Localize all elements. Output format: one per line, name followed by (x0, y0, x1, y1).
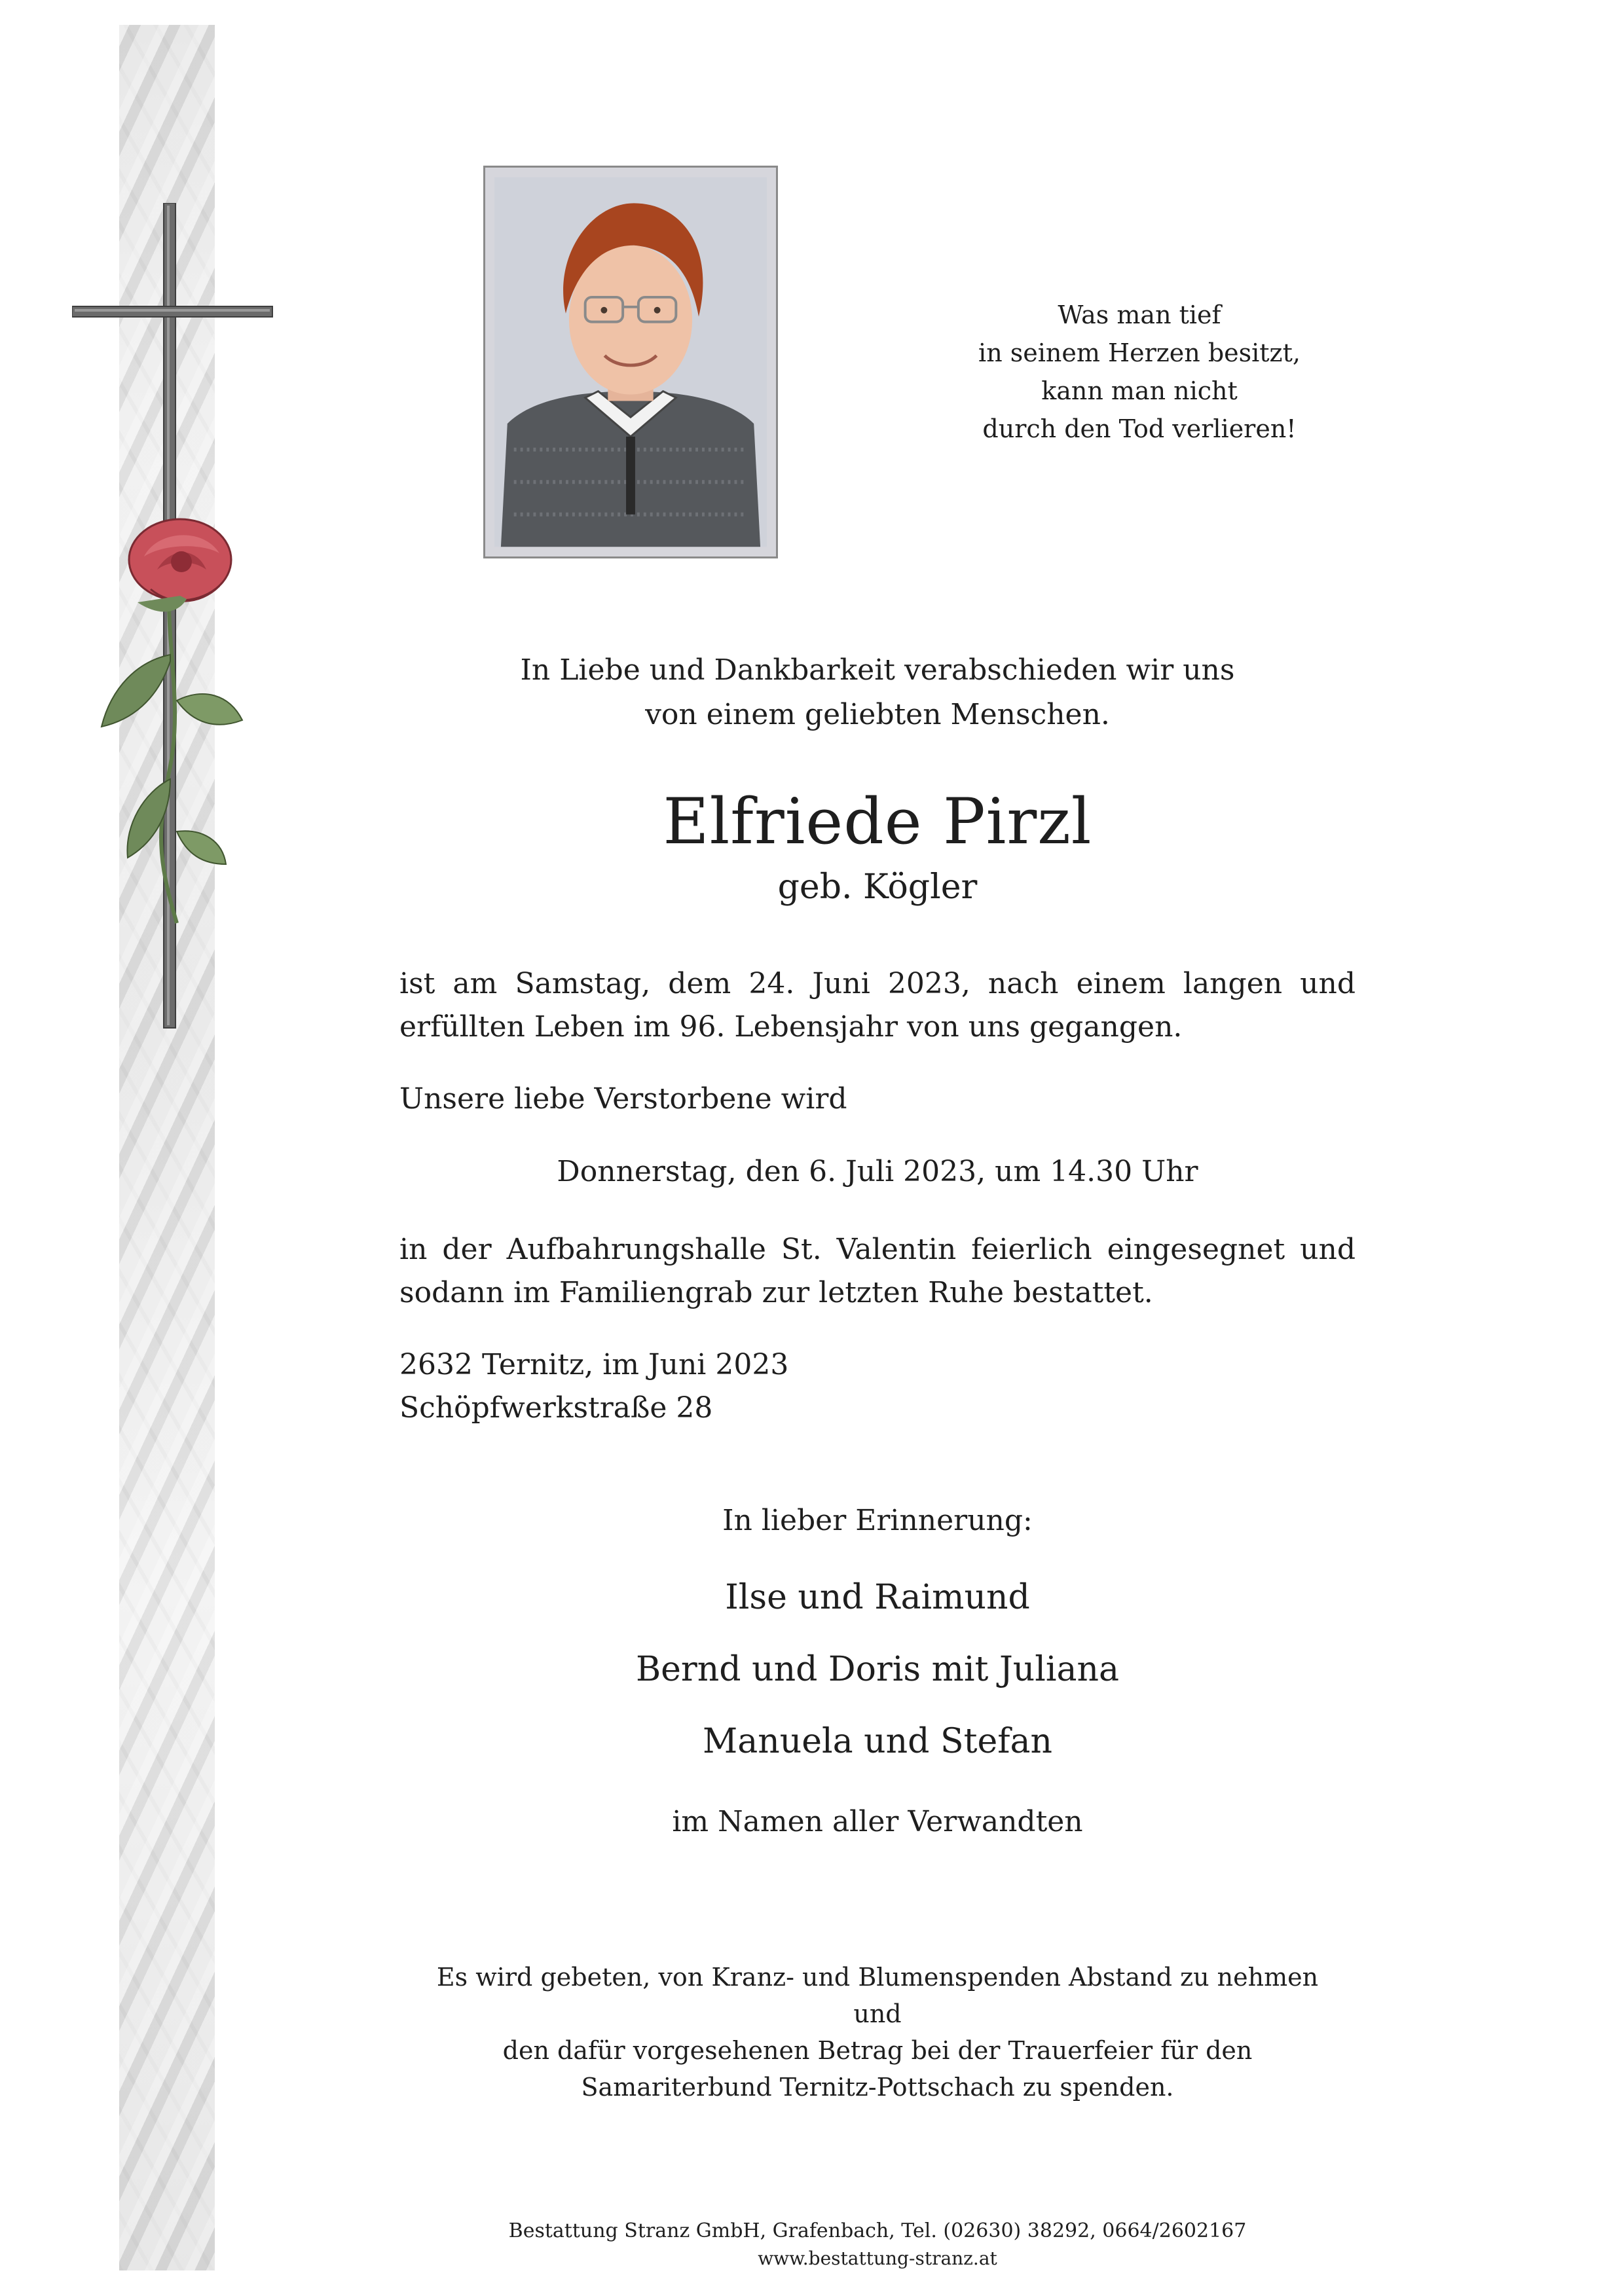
quote-line: durch den Tod verlieren! (982, 414, 1297, 443)
death-announcement: ist am Samstag, dem 24. Juni 2023, nach einem langen und erfüllten Leben im 96. Lebensjahr von uns gegangen. (399, 967, 1356, 1044)
intro-line-1: In Liebe und Dankbarkeit verabschieden wir uns (520, 653, 1235, 687)
maiden-name: geb. Kögler (777, 867, 978, 907)
request-line-3: Samariterbund Ternitz-Pottschach zu spenden. (581, 2073, 1174, 2102)
cross-with-rose-icon (72, 203, 275, 1048)
mourner-name: Bernd und Doris mit Juliana (635, 1650, 1120, 1689)
footer-company: Bestattung Stranz GmbH, Grafenbach, Tel. (02630) 38292, 0664/2602167 (508, 2219, 1247, 2242)
memorial-quote (943, 296, 1336, 448)
footer-website: www.bestattung-stranz.at (758, 2248, 997, 2269)
portrait-frame (483, 166, 778, 558)
ceremony-details: in der Aufbahrungshalle St. Valentin feierlich eingesegnet und sodann im Familiengrab zur letzten Ruhe bestattet. (399, 1233, 1356, 1309)
address: Schöpfwerkstraße 28 (399, 1391, 713, 1425)
mourner-name: Ilse und Raimund (725, 1578, 1030, 1617)
place-date: 2632 Ternitz, im Juni 2023 (399, 1348, 789, 1381)
portrait-photo (494, 177, 767, 547)
mourners-closing: im Namen aller Verwandten (672, 1805, 1083, 1838)
deceased-name: Elfriede Pirzl (663, 785, 1092, 858)
request-line-2: den dafür vorgesehenen Betrag bei der Trauerfeier für den (502, 2036, 1253, 2065)
intro-line-2: von einem geliebten Menschen. (645, 698, 1110, 731)
request-line-1: Es wird gebeten, von Kranz- und Blumenspenden Abstand zu nehmen und (436, 1963, 1319, 2028)
quote-line: kann man nicht (1041, 376, 1238, 405)
donation-request (419, 1959, 1336, 2105)
quote-line: Was man tief (1058, 301, 1221, 329)
mourners-heading: In lieber Erinnerung: (722, 1504, 1033, 1537)
mourner-name: Manuela und Stefan (703, 1722, 1052, 1761)
ceremony-date: Donnerstag, den 6. Juli 2023, um 14.30 Uhr (557, 1155, 1198, 1188)
ceremony-intro: Unsere liebe Verstorbene wird (399, 1082, 847, 1116)
intro-text (458, 648, 1297, 737)
quote-line: in seinem Herzen besitzt, (978, 338, 1301, 367)
